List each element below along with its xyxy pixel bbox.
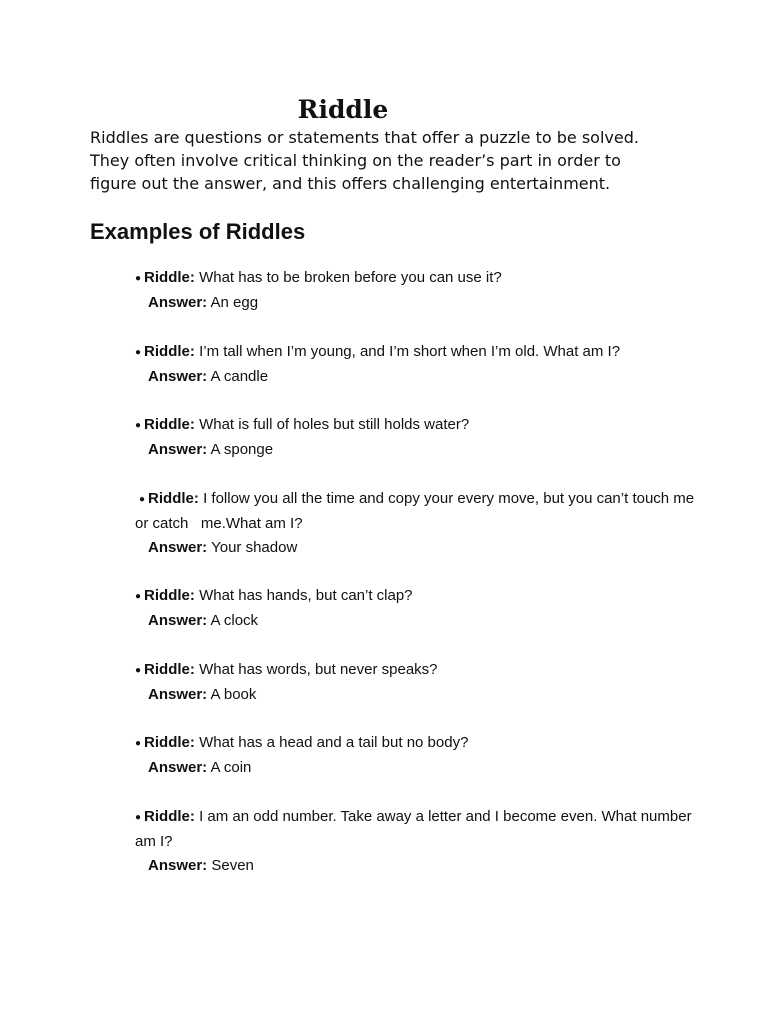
riddle-question-line xyxy=(135,340,695,365)
riddle-answer: Your shadow xyxy=(211,538,298,556)
riddle-answer: A candle xyxy=(210,367,269,385)
riddle-list xyxy=(135,266,699,902)
answer-label: Answer: xyxy=(148,441,208,458)
riddle-item xyxy=(135,340,695,389)
bullet-icon: ● xyxy=(135,420,142,431)
riddle-label: Riddle: xyxy=(144,807,195,825)
bullet-icon: ● xyxy=(135,738,142,749)
answer-label: Answer: xyxy=(148,685,208,703)
riddle-item xyxy=(135,266,695,315)
riddle-item xyxy=(135,805,695,878)
riddle-answer-line xyxy=(135,291,695,315)
riddle-question-line xyxy=(135,731,695,756)
riddle-label: Riddle: xyxy=(144,416,195,433)
riddle-answer-line xyxy=(135,683,695,707)
riddle-item xyxy=(135,731,695,780)
riddle-answer: A sponge xyxy=(210,441,274,458)
riddle-label: Riddle: xyxy=(144,660,195,678)
riddle-question-line xyxy=(135,413,695,438)
bullet-icon: ● xyxy=(135,273,142,284)
bullet-icon: ● xyxy=(135,811,142,823)
riddle-item xyxy=(135,584,695,633)
riddle-answer-line xyxy=(135,609,695,633)
riddle-question: I follow you all the time and copy your every move, but you can’t touch me or catch me.What am I? xyxy=(135,489,699,532)
riddle-answer: A clock xyxy=(210,612,259,629)
riddle-answer: An egg xyxy=(210,294,259,311)
riddle-question: What is full of holes but still holds water? xyxy=(199,416,470,433)
riddle-answer-line xyxy=(135,438,695,462)
riddle-label: Riddle: xyxy=(144,342,195,360)
riddle-question: I am an odd number. Take away a letter and I become even. What number am I? xyxy=(135,807,692,850)
riddle-label: Riddle: xyxy=(144,734,195,751)
riddle-label: Riddle: xyxy=(144,269,195,286)
answer-label: Answer: xyxy=(148,538,208,556)
riddle-question-line xyxy=(135,805,695,854)
riddle-label: Riddle: xyxy=(144,587,195,604)
riddle-label: Riddle: xyxy=(148,489,199,507)
riddle-answer-line xyxy=(135,536,695,560)
bullet-icon: ● xyxy=(135,346,142,358)
riddle-answer: Seven xyxy=(211,856,254,874)
page-title: Riddle xyxy=(297,95,389,124)
riddle-answer-line xyxy=(135,365,695,389)
riddle-answer-line xyxy=(135,756,695,780)
riddle-question: What has words, but never speaks? xyxy=(199,660,438,678)
answer-label: Answer: xyxy=(148,367,208,385)
bullet-icon: ● xyxy=(139,493,146,505)
answer-label: Answer: xyxy=(148,856,208,874)
riddle-answer: A coin xyxy=(210,759,252,776)
riddle-question: What has to be broken before you can use it? xyxy=(199,269,502,286)
riddle-question-line xyxy=(135,266,695,291)
section-heading: Examples of Riddles xyxy=(90,219,306,244)
riddle-question-line xyxy=(135,584,695,609)
answer-label: Answer: xyxy=(148,294,208,311)
riddle-question-line xyxy=(135,487,699,536)
bullet-icon: ● xyxy=(135,591,142,602)
riddle-question: What has hands, but can’t clap? xyxy=(199,587,413,604)
riddle-question: I’m tall when I’m young, and I’m short when I’m old. What am I? xyxy=(199,342,621,360)
riddle-item xyxy=(135,658,695,707)
answer-label: Answer: xyxy=(148,759,208,776)
riddle-answer: A book xyxy=(210,685,257,703)
riddle-item xyxy=(135,413,695,462)
bullet-icon: ● xyxy=(135,664,142,676)
riddle-question: What has a head and a tail but no body? xyxy=(199,734,469,751)
intro-paragraph: Riddles are questions or statements that offer a puzzle to be solved. They often involve critical thinking on the reader’s part in order to figure out the answer, and this offers challenging entertainment. xyxy=(90,128,639,193)
answer-label: Answer: xyxy=(148,612,208,629)
riddle-question-line xyxy=(135,658,695,683)
riddle-answer-line xyxy=(135,854,695,878)
riddle-item xyxy=(135,487,699,560)
